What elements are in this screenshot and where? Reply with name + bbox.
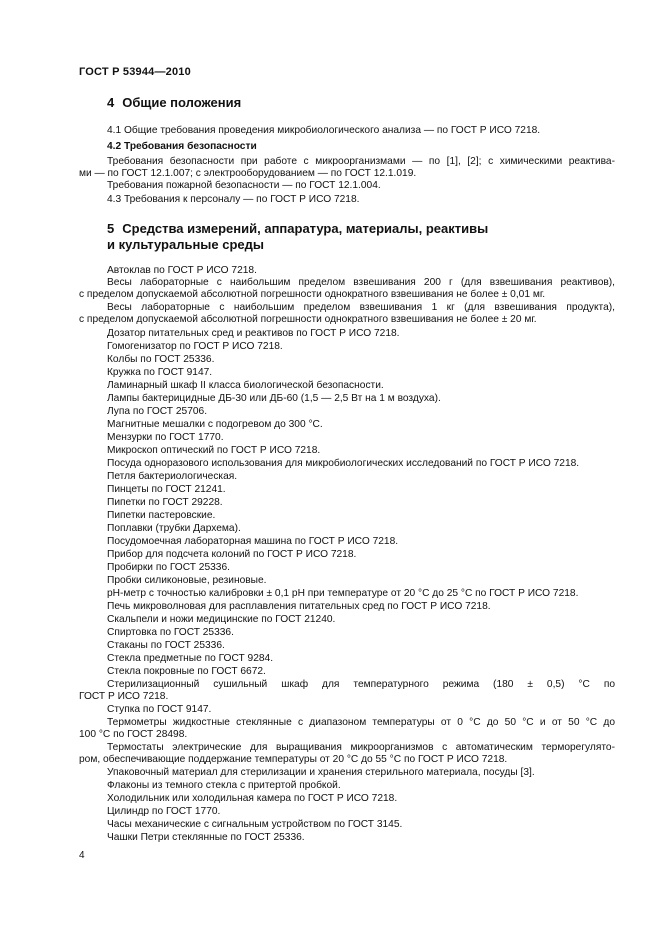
list-line: Скальпели и ножи медицинские по ГОСТ 21240.	[107, 614, 336, 625]
clause-4-1: 4.1 Общие требования проведения микробиологического анализа — по ГОСТ Р ИСО 7218.	[107, 125, 541, 136]
list-line: Термостаты электрические для выращивания микроорганизмов с автоматическим терморегулято-	[107, 742, 615, 753]
list-line: ром, обеспечивающие поддержание температуры от 20 °С до 55 °С по ГОСТ Р ИСО 7218.	[79, 754, 508, 765]
list-line: Кружка по ГОСТ 9147.	[107, 367, 213, 378]
list-line: Лупа по ГОСТ 25706.	[107, 406, 208, 417]
list-line: Спиртовка по ГОСТ 25336.	[107, 627, 234, 638]
list-line: с пределом допускаемой абсолютной погрешности однократного взвешивания не более ± 0,01 мг.	[79, 289, 546, 300]
list-line: 100 °С по ГОСТ 28498.	[79, 729, 188, 740]
section-4-heading	[107, 94, 241, 112]
list-line: Пинцеты по ГОСТ 21241.	[107, 484, 226, 495]
clause-4-2-heading: 4.2 Требования безопасности	[107, 141, 257, 152]
list-line: Ступка по ГОСТ 9147.	[107, 704, 212, 715]
list-line: Гомогенизатор по ГОСТ Р ИСО 7218.	[107, 341, 283, 352]
list-line: pH-метр с точностью калибровки ± 0,1 pH при температуре от 20 °С до 25 °С по ГОСТ Р ИСО 7218.	[107, 588, 579, 599]
clause-4-3: 4.3 Требования к персоналу — по ГОСТ Р ИСО 7218.	[107, 194, 360, 205]
clause-4-2-line-1: Требования безопасности при работе с микроорганизмами — по [1], [2]; с химическими реактива-	[107, 156, 615, 167]
list-line: ГОСТ Р ИСО 7218.	[79, 691, 169, 702]
list-line: Поплавки (трубки Дархема).	[107, 523, 241, 534]
list-line: Ламинарный шкаф II класса биологической безопасности.	[107, 380, 384, 391]
page-number: 4	[79, 850, 85, 861]
list-line: Стаканы по ГОСТ 25336.	[107, 640, 225, 651]
list-line: Термометры жидкостные стеклянные с диапазоном температуры от 0 °С до 50 °С и от 50 °С до	[107, 717, 615, 728]
list-line: Посуда одноразового использования для микробиологических исследований по ГОСТ Р ИСО 7218.	[107, 458, 580, 469]
list-line: Часы механические с сигнальным устройством по ГОСТ 3145.	[107, 819, 403, 830]
list-line: Колбы по ГОСТ 25336.	[107, 354, 215, 365]
clause-4-2-line-3: Требования пожарной безопасности — по ГОСТ 12.1.004.	[107, 180, 381, 191]
list-line: Холодильник или холодильная камера по ГОСТ Р ИСО 7218.	[107, 793, 398, 804]
list-line: Дозатор питательных сред и реактивов по ГОСТ Р ИСО 7218.	[107, 328, 400, 339]
document-header: ГОСТ Р 53944—2010	[79, 66, 191, 78]
list-line: Флаконы из темного стекла с притертой пробкой.	[107, 780, 341, 791]
list-line: Печь микроволновая для расплавления питательных сред по ГОСТ Р ИСО 7218.	[107, 601, 491, 612]
list-line: Пипетки по ГОСТ 29228.	[107, 497, 223, 508]
section-5-title-line-2: и культуральные среды	[107, 237, 264, 252]
list-line: Мензурки по ГОСТ 1770.	[107, 432, 224, 443]
list-line: Магнитные мешалки с подогревом до 300 °С.	[107, 419, 323, 430]
list-line: Автоклав по ГОСТ Р ИСО 7218.	[107, 265, 257, 276]
section-5-title-line-1: Средства измерений, аппаратура, материалы, реактивы	[122, 221, 489, 236]
section-5-number: 5	[107, 221, 115, 236]
list-line: Посудомоечная лабораторная машина по ГОСТ Р ИСО 7218.	[107, 536, 399, 547]
list-line: с пределом допускаемой абсолютной погрешности однократного взвешивания не более ± 20 мг.	[79, 314, 537, 325]
list-line: Пробки силиконовые, резиновые.	[107, 575, 267, 586]
list-line: Пробирки по ГОСТ 25336.	[107, 562, 230, 573]
section-4-title: Общие положения	[122, 95, 242, 110]
list-line: Цилиндр по ГОСТ 1770.	[107, 806, 221, 817]
section-4-number: 4	[107, 95, 115, 110]
list-line: Прибор для подсчета колоний по ГОСТ Р ИСО 7218.	[107, 549, 357, 560]
list-line: Стекла предметные по ГОСТ 9284.	[107, 653, 274, 664]
list-line: Упаковочный материал для стерилизации и хранения стерильного материала, посуды [3].	[107, 767, 535, 778]
list-line: Стекла покровные по ГОСТ 6672.	[107, 666, 266, 677]
list-line: Чашки Петри стеклянные по ГОСТ 25336.	[107, 832, 305, 843]
list-line: Весы лабораторные с наибольшим пределом взвешивания 1 кг (для взвешивания продукта),	[107, 302, 615, 313]
list-line: Пипетки пастеровские.	[107, 510, 216, 521]
clause-4-2-line-2: ми — по ГОСТ 12.1.007; с электрооборудованием — по ГОСТ 12.1.019.	[79, 168, 417, 179]
list-line: Весы лабораторные с наибольшим пределом взвешивания 200 г (для взвешивания реактивов),	[107, 277, 615, 288]
list-line: Микроскоп оптический по ГОСТ Р ИСО 7218.	[107, 445, 321, 456]
list-line: Лампы бактерицидные ДБ-30 или ДБ-60 (1,5 — 2,5 Вт на 1 м воздуха).	[107, 393, 441, 404]
list-line: Стерилизационный сушильный шкаф для температурного режима (180 ± 0,5) °С по	[107, 679, 615, 690]
list-line: Петля бактериологическая.	[107, 471, 238, 482]
